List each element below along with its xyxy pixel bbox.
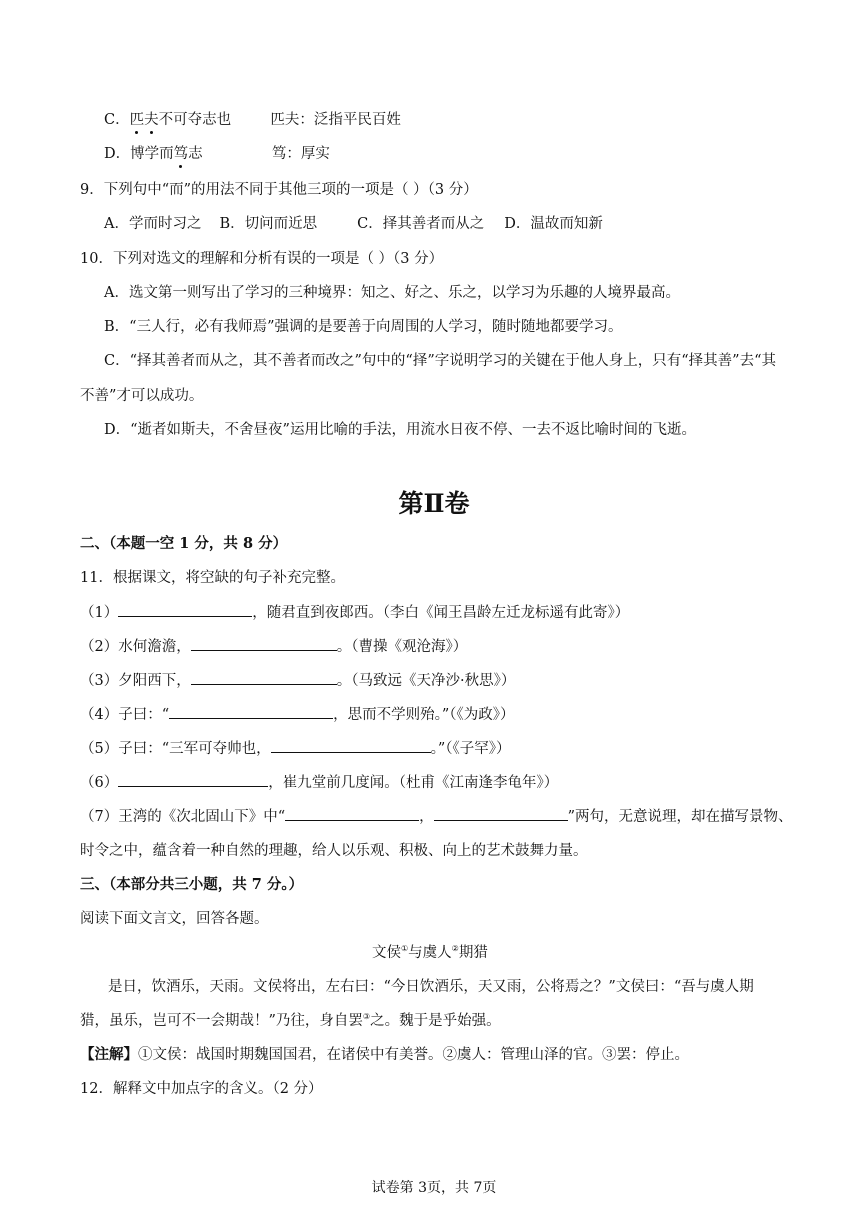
q11-item-3-pre: （3）夕阳西下， — [80, 673, 191, 689]
passage-title-a: 文侯 — [372, 945, 401, 961]
answer-blank[interactable] — [118, 602, 252, 617]
q11-item-7-pre: （7）王湾的《次北固山下》中“ — [80, 809, 286, 825]
q11-item-6-post: ，崔九堂前几度闻。（杜甫《江南逢李龟年》） — [268, 775, 559, 791]
answer-blank[interactable] — [285, 806, 419, 821]
notes-text: ①文侯：战国时期魏国国君，在诸侯中有美誉。②虞人：管理山泽的官。③罢：停止。 — [138, 1047, 689, 1063]
q11-item-4 — [80, 704, 515, 725]
passage-line-2b: 之。魏于是乎始强。 — [370, 1013, 501, 1029]
q8-option-c-rest: 不可夺志也 — [158, 112, 232, 128]
part2-title: 第Ⅱ卷 — [398, 489, 470, 518]
passage-line-2a: 猎，虽乐，岂可不一会期哉！”乃往，身自罢 — [80, 1013, 363, 1029]
q11-item-1-pre: （1） — [80, 605, 119, 621]
notes-label: 【注解】 — [80, 1046, 138, 1063]
q11-item-2 — [80, 636, 467, 657]
q8-option-d: D．博学而笃志 笃：厚实 — [104, 146, 330, 162]
part2-section-heading: 二、（本题一空 1 分，共 8 分） — [80, 535, 288, 552]
q9-stem: 9．下列句中“而”的用法不同于其他三项的一项是（ ）（3 分） — [80, 182, 478, 198]
q11-item-7-line2: 时令之中，蕴含着一种自然的理趣，给人以乐观、积极、向上的艺术鼓舞力量。 — [80, 843, 588, 859]
footnote-marker: ① — [401, 944, 409, 954]
passage-title-c: 期猎 — [458, 945, 488, 961]
q8-option-d-post: 志 — [188, 146, 203, 162]
q8-option-c-explain: 匹夫：泛指平民百姓 — [270, 112, 401, 128]
q10-option-a: A．选文第一则写出了学习的三种境界：知之、好之、乐之，以学习为乐趣的人境界最高。 — [104, 285, 680, 301]
q10-option-d: D．“逝者如斯夫，不舍昼夜”运用比喻的手法，用流水日夜不停、一去不返比喻时间的飞逝。 — [104, 422, 696, 438]
q8-option-d-explain: 笃：厚实 — [271, 146, 330, 162]
answer-blank[interactable] — [191, 636, 337, 651]
emphasis-dot-char: 匹 — [129, 112, 145, 128]
answer-blank[interactable] — [169, 704, 333, 719]
footnote-marker: ② — [451, 944, 459, 954]
q11-item-4-post: ，思而不学则殆。”（《为政》） — [333, 707, 515, 723]
q11-item-3-post: 。（马致远《天净沙·秋思》） — [336, 673, 516, 689]
q11-item-6 — [80, 772, 558, 793]
answer-blank[interactable] — [118, 772, 268, 787]
q11-item-5 — [80, 738, 511, 759]
q9-option-b: B．切问而近思 — [219, 216, 318, 232]
q9-option-a: A．学而时习之 — [104, 216, 202, 232]
q12-stem: 12．解释文中加点字的含义。（2 分） — [80, 1081, 323, 1097]
q11-item-7-mid: ， — [419, 809, 434, 825]
q11-item-5-post: 。”（《子罕》） — [430, 741, 511, 757]
page-footer: 试卷第 3页，共 7页 — [371, 1180, 497, 1196]
q11-item-4-pre: （4）子曰：“ — [80, 707, 170, 723]
q9-option-d: D．温故而知新 — [504, 216, 603, 232]
q11-item-7-post: ”两句，无意说理，却在描写景物、 — [567, 809, 793, 825]
q8-option-d-pre: 博学而 — [130, 146, 174, 162]
emphasis-dot-char: 笃 — [173, 146, 189, 162]
passage-title-b: 与虞人 — [408, 945, 452, 961]
q11-item-1-post: ，随君直到夜郎西。（李白《闻王昌龄左迁龙标遥有此寄》） — [252, 605, 630, 621]
answer-blank[interactable] — [191, 670, 337, 685]
passage-line-2 — [80, 1011, 501, 1031]
q11-item-5-pre: （5）子曰：“三军可夺帅也， — [80, 741, 271, 757]
q11-item-2-pre: （2）水何澹澹， — [80, 639, 191, 655]
part3-instruction: 阅读下面文言文，回答各题。 — [80, 911, 269, 927]
notes — [80, 1045, 689, 1065]
passage-title — [372, 943, 488, 963]
q11-item-6-pre: （6） — [80, 775, 119, 791]
q8-option-c: C．匹夫不可夺志也 匹夫：泛指平民百姓 — [104, 112, 401, 128]
q11-stem: 11．根据课文，将空缺的句子补充完整。 — [80, 570, 345, 586]
part3-heading: 三、（本部分共三小题，共 7 分。） — [80, 876, 304, 893]
passage-line-1: 是日，饮酒乐，天雨。文侯将出，左右曰：“今日饮酒乐，天又雨，公将焉之？”文侯曰：“吾与虞人期 — [108, 979, 754, 995]
q11-item-7 — [80, 806, 793, 827]
emphasis-dot-char: 夫 — [144, 112, 159, 128]
q9-options — [104, 214, 603, 234]
q10-option-c-line2: 不善”才可以成功。 — [80, 388, 204, 404]
q10-option-c-line1: C．“择其善者而从之，其不善者而改之”句中的“择”字说明学习的关键在于他人身上，只有“择其善”去“其 — [104, 353, 776, 369]
footnote-marker: ③ — [362, 1012, 371, 1022]
q10-option-b: B．“三人行，必有我师焉”强调的是要善于向周围的人学习，随时随地都要学习。 — [104, 319, 623, 335]
q11-item-2-post: 。（曹操《观沧海》） — [336, 639, 468, 655]
answer-blank[interactable] — [434, 806, 568, 821]
q10-stem: 10．下列对选文的理解和分析有误的一项是（ ）（3 分） — [80, 251, 444, 267]
q11-item-3 — [80, 670, 515, 691]
q11-item-1 — [80, 602, 629, 623]
answer-blank[interactable] — [271, 738, 431, 753]
q9-option-c: C．择其善者而从之 — [357, 216, 485, 232]
